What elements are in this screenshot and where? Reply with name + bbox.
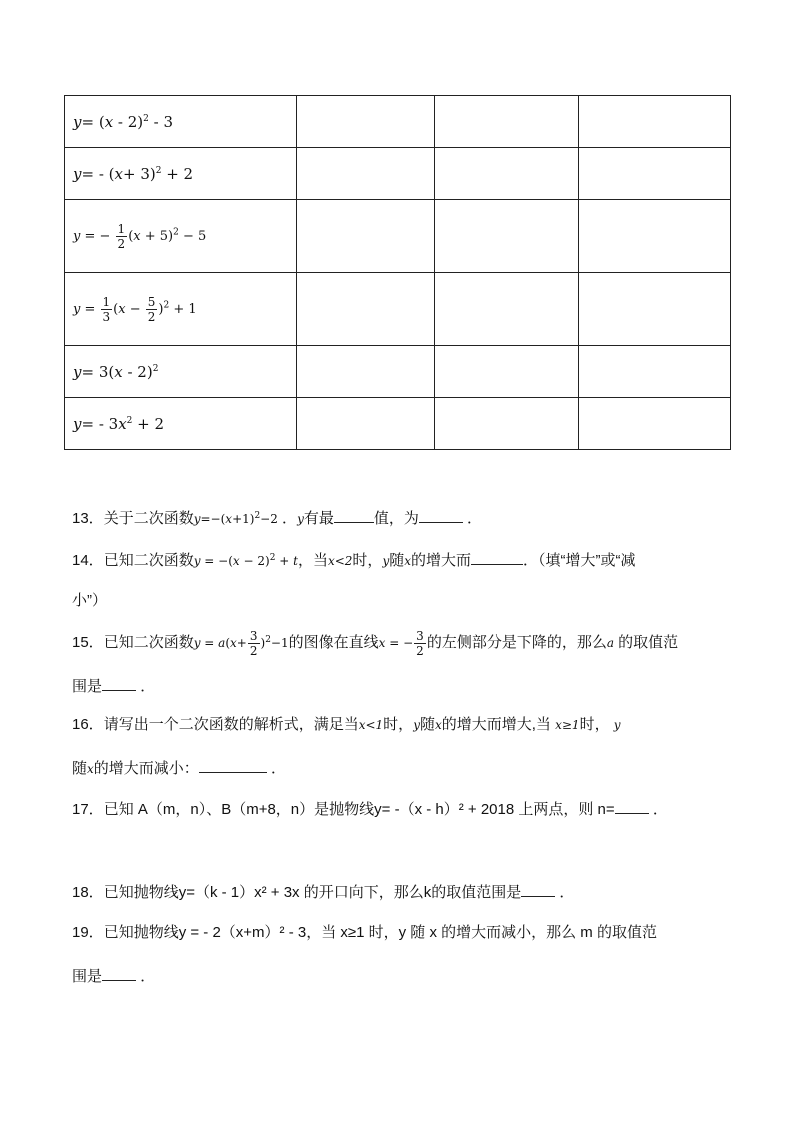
question-number: 19． bbox=[72, 924, 104, 941]
table-cell bbox=[579, 346, 731, 398]
inline-var: y bbox=[413, 718, 420, 732]
table-row bbox=[65, 398, 731, 450]
question-14-cont bbox=[72, 592, 107, 610]
inline-var: x bbox=[87, 762, 94, 776]
inline-var: x bbox=[434, 718, 442, 732]
inline-condition: x<2 bbox=[327, 554, 353, 568]
formula-cell bbox=[65, 200, 297, 273]
table-cell bbox=[579, 273, 731, 346]
table-cell bbox=[297, 346, 435, 398]
answer-blank[interactable] bbox=[471, 550, 523, 565]
question-number: 17． bbox=[72, 801, 104, 818]
table-cell bbox=[297, 148, 435, 200]
answer-blank[interactable] bbox=[615, 799, 649, 814]
question-number: 13． bbox=[72, 510, 104, 527]
question-text: 有最 bbox=[303, 510, 334, 527]
formula-cell bbox=[65, 398, 297, 450]
question-text: 随 bbox=[389, 552, 405, 569]
formula-1: y= (x - 2)$^2$ - 3 bbox=[73, 112, 174, 131]
formula-6: $y= - 3x^2 + 2$ bbox=[73, 414, 165, 433]
table-cell bbox=[579, 200, 731, 273]
question-text: 的图像在直线 bbox=[288, 634, 379, 651]
question-text: 随 bbox=[419, 716, 435, 733]
question-17 bbox=[72, 799, 668, 819]
table-row bbox=[65, 96, 731, 148]
formula-2: $y= - (x+ 3)^2 + 2$ bbox=[73, 164, 194, 183]
formula-cell bbox=[65, 96, 297, 148]
question-text: 时， bbox=[579, 716, 610, 733]
question-text: 的增大而增大,当 bbox=[441, 716, 551, 733]
question-text: 的取值范 bbox=[618, 634, 679, 651]
question-text: 围是 bbox=[72, 968, 103, 985]
inline-formula: y = a(x+ $\frac{3}{2}$ )$^2$−1 bbox=[193, 629, 289, 658]
table-cell bbox=[579, 398, 731, 450]
question-text: ． bbox=[140, 968, 156, 985]
inline-var: y bbox=[382, 554, 390, 568]
question-text: ． bbox=[140, 678, 156, 695]
question-text: 随 bbox=[72, 760, 88, 777]
table-row bbox=[65, 346, 731, 398]
table-cell bbox=[297, 398, 435, 450]
question-19-cont bbox=[72, 966, 155, 986]
table-cell bbox=[435, 96, 579, 148]
question-text: 已知抛物线y = - 2（x+m）² - 3，当 x≥1 时，y 随 x 的增大而减小，那么 m 的取值范 bbox=[103, 924, 657, 941]
question-14 bbox=[72, 550, 636, 570]
formula-5: y= 3(x - 2)$^2$ bbox=[73, 362, 159, 381]
inline-var: y bbox=[297, 512, 304, 526]
question-16-cont bbox=[72, 758, 286, 778]
question-text: 关于二次函数 bbox=[103, 510, 194, 527]
answer-blank[interactable] bbox=[334, 508, 374, 523]
inline-condition: x<1 bbox=[358, 718, 384, 732]
table-cell bbox=[435, 398, 579, 450]
question-13 bbox=[72, 508, 482, 528]
table-row bbox=[65, 148, 731, 200]
inline-formula: $y=-(x+1)^2-2$ bbox=[193, 511, 278, 526]
inline-formula: x = − $\frac{3}{2}$ bbox=[378, 629, 424, 658]
question-text: ，当 bbox=[297, 552, 328, 569]
question-text: 已知 A（m，n）、B（m+8，n）是抛物线y= -（x - h）² + 2018 上两点，则 n= bbox=[103, 801, 615, 818]
question-19 bbox=[72, 924, 657, 942]
answer-blank[interactable] bbox=[102, 676, 136, 691]
inline-condition: x≥1 bbox=[555, 718, 580, 732]
table-cell bbox=[435, 200, 579, 273]
question-15 bbox=[72, 630, 678, 657]
table-cell bbox=[297, 96, 435, 148]
question-text: 已知二次函数 bbox=[103, 552, 194, 569]
question-text: 小”） bbox=[72, 592, 107, 609]
table-cell bbox=[297, 273, 435, 346]
question-text: 的增大而 bbox=[411, 552, 472, 569]
table-cell bbox=[579, 96, 731, 148]
question-18 bbox=[72, 882, 574, 902]
formula-cell bbox=[65, 346, 297, 398]
inline-formula: $y = -(x - 2)^2 + t$ bbox=[193, 553, 298, 568]
question-16 bbox=[72, 716, 621, 734]
question-text: 的左侧部分是下降的，那么 bbox=[426, 634, 607, 651]
question-number: 14． bbox=[72, 552, 104, 569]
question-number: 18． bbox=[72, 884, 104, 901]
formula-cell bbox=[65, 148, 297, 200]
question-text: ． bbox=[652, 801, 668, 818]
table-cell bbox=[297, 200, 435, 273]
table-cell bbox=[435, 148, 579, 200]
table-row bbox=[65, 273, 731, 346]
inline-var: a bbox=[606, 636, 614, 650]
table-row bbox=[65, 200, 731, 273]
question-text: ． bbox=[282, 510, 298, 527]
answer-blank[interactable] bbox=[199, 758, 267, 773]
question-text: 已知抛物线y=（k - 1）x² + 3x 的开口向下，那么k的取值范围是 bbox=[103, 884, 522, 901]
question-number: 15． bbox=[72, 634, 104, 651]
question-text: 请写出一个二次函数的解析式，满足当 bbox=[103, 716, 359, 733]
formula-4: y = $\frac{1}{3}$ (x − $\frac{5}{2}$ )$^2$ + 1 bbox=[73, 294, 197, 324]
question-text: 围是 bbox=[72, 678, 103, 695]
formula-cell bbox=[65, 273, 297, 346]
answer-blank[interactable] bbox=[521, 882, 555, 897]
function-table bbox=[64, 95, 731, 450]
answer-blank[interactable] bbox=[419, 508, 463, 523]
table-cell bbox=[579, 148, 731, 200]
table-cell bbox=[435, 273, 579, 346]
question-text: 时， bbox=[383, 716, 414, 733]
formula-3: y = − $\frac{1}{2}$ $(x + 5)^2 - 5$ bbox=[73, 221, 207, 251]
question-text: 值，为 bbox=[373, 510, 419, 527]
question-text: ．（填“增大”或“减 bbox=[523, 552, 636, 569]
question-text: 已知二次函数 bbox=[103, 634, 194, 651]
question-text: ． bbox=[467, 510, 483, 527]
answer-blank[interactable] bbox=[102, 966, 136, 981]
question-text: 的增大而减小： bbox=[93, 760, 199, 777]
inline-var: y bbox=[613, 718, 621, 732]
question-text: ． bbox=[270, 760, 286, 777]
table-cell bbox=[435, 346, 579, 398]
question-text: ． bbox=[559, 884, 575, 901]
inline-var: x bbox=[404, 554, 412, 568]
question-text: 时， bbox=[352, 552, 383, 569]
question-15-cont bbox=[72, 676, 155, 696]
question-number: 16． bbox=[72, 716, 104, 733]
